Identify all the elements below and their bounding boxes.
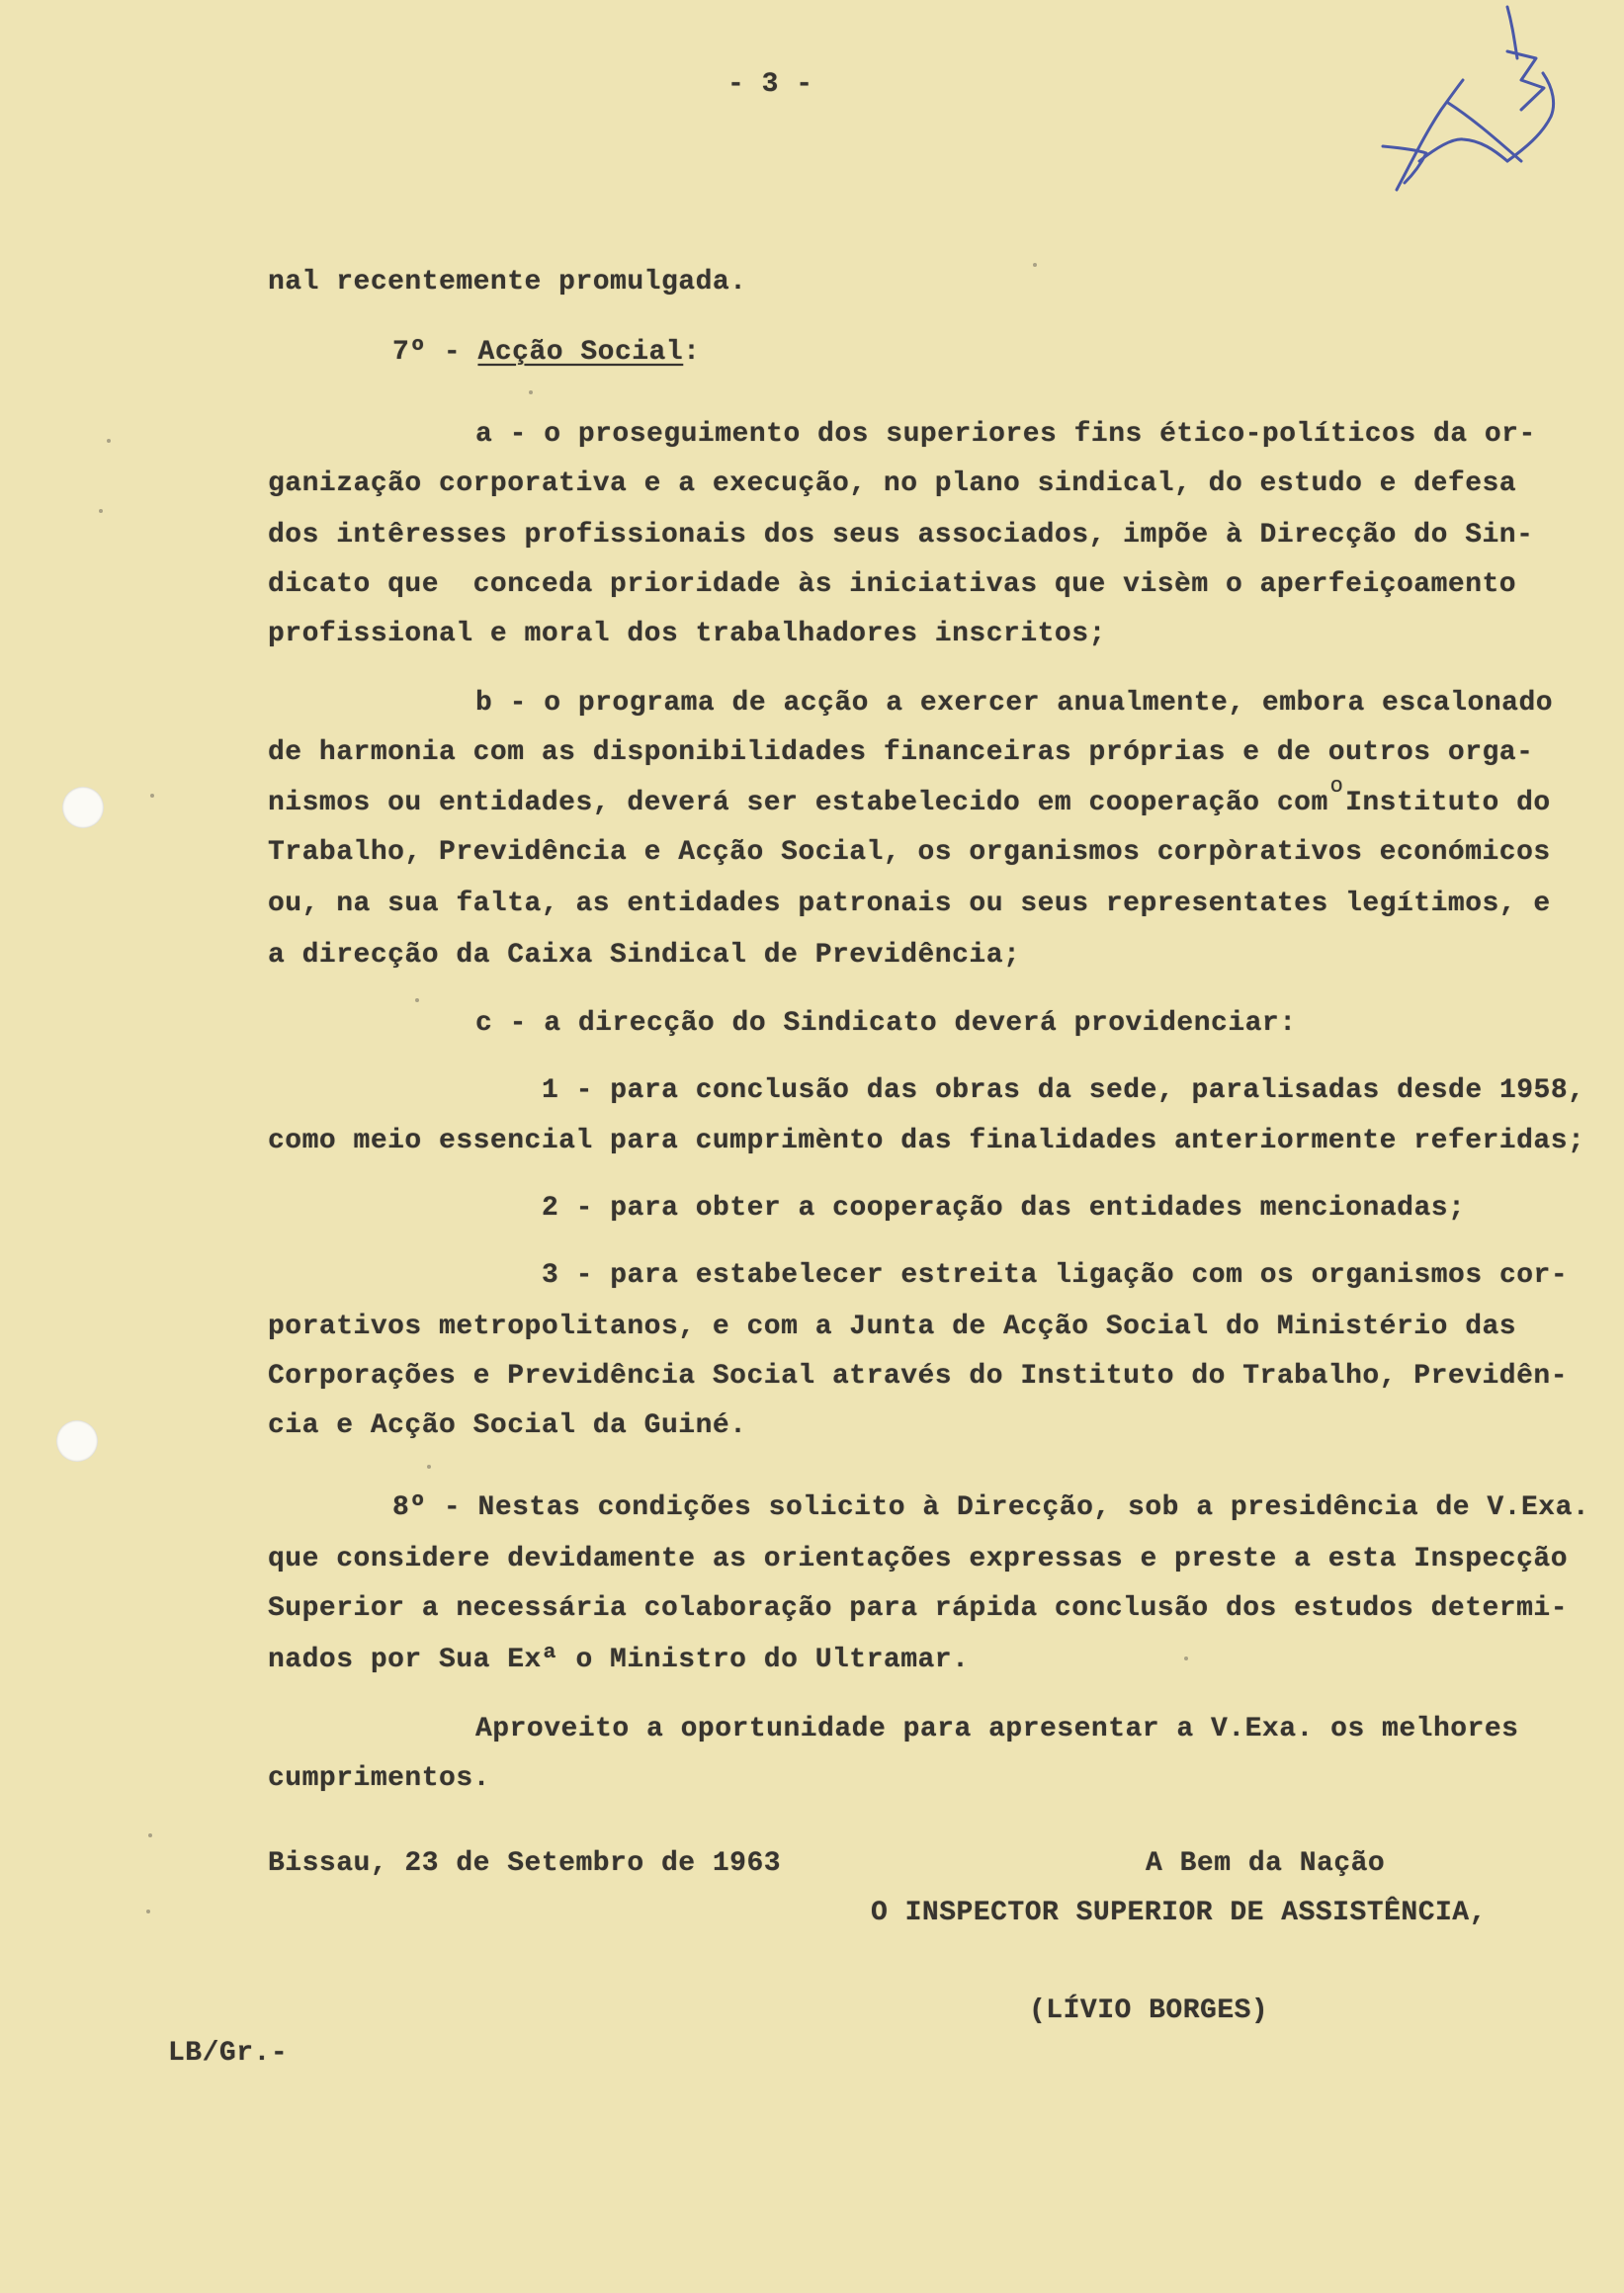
signatory-name: (LÍVIO BORGES) [1029,1996,1269,2026]
paragraph-b-line: Trabalho, Previdência e Acção Social, os organismos corpòrativos económicos [268,837,1551,868]
section-7-title: Acção Social [477,337,684,368]
list-item-3-line: 3 - para estabelecer estreita ligação com os organismos cor- [542,1260,1569,1291]
page-number: - 3 - [727,69,813,100]
paragraph-b-line: de harmonia com as disponibilidades financeiras próprias e de outros orga- [268,737,1534,768]
signatory-title: O INSPECTOR SUPERIOR DE ASSISTÊNCIA, [871,1898,1487,1928]
scan-speck [99,509,103,513]
section-7-heading [392,336,700,370]
list-item-3-line: cia e Acção Social da Guiné. [268,1410,747,1441]
list-item-3-line: Corporações e Previdência Social através do Instituto do Trabalho, Previdên- [268,1361,1569,1392]
paragraph-a-line: profissional e moral dos trabalhadores inscritos; [268,619,1106,649]
section-8-line: 8º - Nestas condições solicito à Direcção, sob a presidência de V.Exa. [392,1492,1590,1523]
handwritten-initials [1364,0,1581,208]
punch-hole-upper [62,787,104,828]
closing-line: Aproveito a oportunidade para apresentar a V.Exa. os melhores [475,1714,1519,1744]
section-7-number: 7º [392,337,427,368]
section-8-line: Superior a necessária colaboração para rápida conclusão dos estudos determi- [268,1593,1569,1624]
list-item-1-line: como meio essencial para cumprimènto das finalidades anteriormente referidas; [268,1126,1585,1156]
paragraph-a-line: dos intêresses profissionais dos seus associados, impõe à Direcção do Sin- [268,520,1534,551]
closing-line: cumprimentos. [268,1763,490,1794]
section-7-colon: : [683,337,701,368]
punch-hole-lower [56,1420,98,1462]
inserted-word: o [1329,774,1344,799]
paragraph-b-line-end: Instituto do [1345,788,1551,818]
scan-speck [427,1465,431,1469]
scan-speck [529,390,533,394]
scan-speck [146,1910,150,1913]
section-7-separator: - [426,337,478,368]
scan-speck [415,998,419,1002]
scan-speck [148,1833,152,1837]
list-item-3-line: porativos metropolitanos, e com a Junta de Acção Social do Ministério das [268,1312,1517,1342]
paragraph-b-line: b - o programa de acção a exercer anualmente, embora escalonado [475,688,1554,719]
paragraph-a-line: dicato que conceda prioridade às iniciativas que visèm o aperfeiçoamento [268,569,1517,600]
paragraph-b-line: a direcção da Caixa Sindical de Previdência; [268,940,1021,971]
scan-speck [1033,263,1037,267]
scan-speck [107,439,111,443]
continuation-line: nal recentemente promulgada. [268,267,747,297]
paragraph-b-line [268,774,1551,821]
place-date: Bissau, 23 de Setembro de 1963 [268,1848,782,1879]
scan-speck [1184,1656,1188,1660]
paragraph-a-line: ganização corporativa e a execução, no plano sindical, do estudo e defesa [268,468,1517,499]
paragraph-b-line-start: nismos ou entidades, deverá ser estabelecido em cooperação com [268,788,1328,818]
paragraph-b-line: ou, na sua falta, as entidades patronais ou seus representates legítimos, e [268,889,1551,919]
paragraph-c-intro: c - a direcção do Sindicato deverá providenciar: [475,1008,1297,1039]
list-item-2-line: 2 - para obter a cooperação das entidades mencionadas; [542,1193,1466,1224]
list-item-1-line: 1 - para conclusão das obras da sede, paralisadas desde 1958, [542,1075,1585,1106]
reference-code: LB/Gr.- [168,2038,289,2069]
scan-speck [150,794,154,798]
salutation: A Bem da Nação [1146,1848,1386,1879]
paragraph-a-line: a - o proseguimento dos superiores fins ético-políticos da or- [475,419,1536,450]
section-8-line: que considere devidamente as orientações expressas e preste a esta Inspecção [268,1544,1569,1574]
section-8-line: nados por Sua Exª o Ministro do Ultramar. [268,1645,970,1675]
